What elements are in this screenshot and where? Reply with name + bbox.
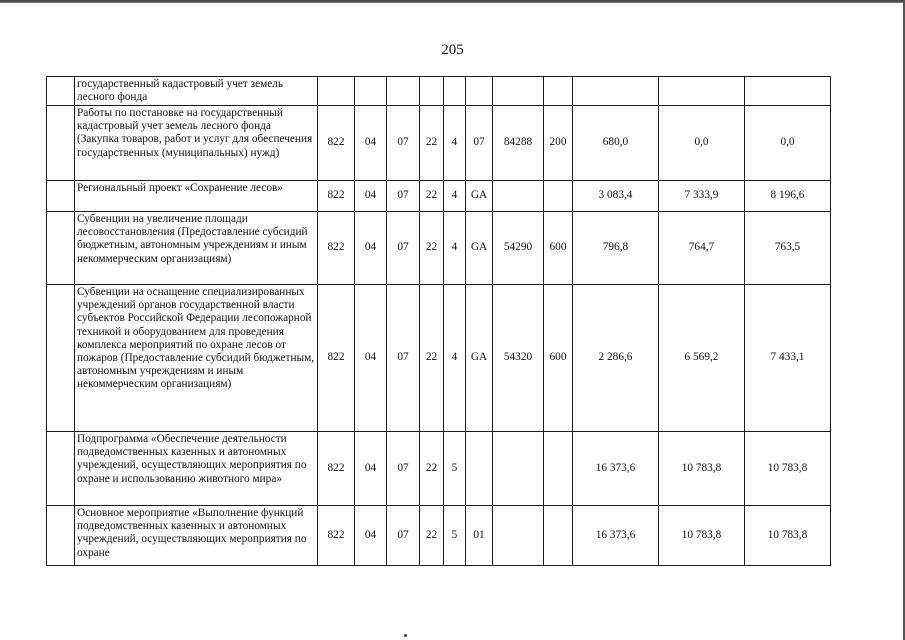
row-description: Подпрограмма «Обеспечение деятельности подведомственных казенных и автономных учреждений, осуществляющих мероприятия по охране и использованию животного мира» xyxy=(75,432,318,506)
razdel-cell: 04 xyxy=(355,181,387,212)
amount-year3-cell: 8 196,6 xyxy=(745,181,831,212)
program-code-cell: 22 xyxy=(420,106,444,181)
expense-type-cell xyxy=(544,77,573,106)
podrazdel-cell: 07 xyxy=(387,285,420,432)
amount-year2-cell: 10 783,8 xyxy=(659,432,745,506)
glava-cell: 822 xyxy=(318,212,355,285)
program-code-cell: 22 xyxy=(420,212,444,285)
blank-cell xyxy=(47,506,75,566)
blank-cell xyxy=(47,432,75,506)
row-description: Субвенции на оснащение специализированных учреждений органов государственной власти субъектов Российской Федерации лесопожарной техникой и оборудованием для проведения комплекса мероприятий по охране лесов от пожаров (Предоставление субсидий бюджетным, автономным учреждениям и иным некоммерческим организациям) xyxy=(75,285,318,432)
amount-year3-cell xyxy=(745,77,831,106)
amount-year1-cell: 16 373,6 xyxy=(573,432,659,506)
program-code-cell: 22 xyxy=(420,506,444,566)
glava-cell: 822 xyxy=(318,285,355,432)
glava-cell xyxy=(318,77,355,106)
razdel-cell: 04 xyxy=(355,506,387,566)
direction-code-cell: 54320 xyxy=(493,285,544,432)
blank-cell xyxy=(47,77,75,106)
subprogram-code-cell: 4 xyxy=(444,106,466,181)
event-code-cell: GA xyxy=(466,212,493,285)
podrazdel-cell xyxy=(387,77,420,106)
event-code-cell: GA xyxy=(466,285,493,432)
amount-year3-cell: 10 783,8 xyxy=(745,432,831,506)
row-description: государственный кадастровый учет земель лесного фонда xyxy=(75,77,318,106)
podrazdel-cell: 07 xyxy=(387,432,420,506)
row-description: Работы по постановке на государственный кадастровый учет земель лесного фонда (Закупка товаров, работ и услуг для обеспечения государственных (муниципальных) нужд) xyxy=(75,106,318,181)
amount-year2-cell: 7 333,9 xyxy=(659,181,745,212)
event-code-cell xyxy=(466,77,493,106)
table-row xyxy=(47,506,831,566)
table-row xyxy=(47,106,831,181)
event-code-cell xyxy=(466,432,493,506)
glava-cell: 822 xyxy=(318,506,355,566)
table-row xyxy=(47,77,831,106)
amount-year1-cell: 16 373,6 xyxy=(573,506,659,566)
direction-code-cell xyxy=(493,181,544,212)
amount-year3-cell: 7 433,1 xyxy=(745,285,831,432)
amount-year1-cell: 796,8 xyxy=(573,212,659,285)
program-code-cell: 22 xyxy=(420,181,444,212)
expense-type-cell: 600 xyxy=(544,285,573,432)
direction-code-cell xyxy=(493,506,544,566)
razdel-cell: 04 xyxy=(355,432,387,506)
amount-year1-cell xyxy=(573,77,659,106)
subprogram-code-cell: 4 xyxy=(444,212,466,285)
expense-type-cell: 200 xyxy=(544,106,573,181)
event-code-cell: GA xyxy=(466,181,493,212)
amount-year1-cell: 3 083,4 xyxy=(573,181,659,212)
program-code-cell: 22 xyxy=(420,285,444,432)
razdel-cell: 04 xyxy=(355,212,387,285)
subprogram-code-cell: 5 xyxy=(444,506,466,566)
amount-year3-cell: 10 783,8 xyxy=(745,506,831,566)
budget-table-body xyxy=(47,77,831,566)
amount-year1-cell: 2 286,6 xyxy=(573,285,659,432)
podrazdel-cell: 07 xyxy=(387,106,420,181)
expense-type-cell: 600 xyxy=(544,212,573,285)
expense-type-cell xyxy=(544,181,573,212)
direction-code-cell: 84288 xyxy=(493,106,544,181)
amount-year2-cell: 6 569,2 xyxy=(659,285,745,432)
amount-year2-cell: 10 783,8 xyxy=(659,506,745,566)
direction-code-cell xyxy=(493,432,544,506)
table-row xyxy=(47,212,831,285)
subprogram-code-cell: 5 xyxy=(444,432,466,506)
table-row xyxy=(47,285,831,432)
amount-year2-cell: 0,0 xyxy=(659,106,745,181)
direction-code-cell: 54290 xyxy=(493,212,544,285)
subprogram-code-cell: 4 xyxy=(444,285,466,432)
razdel-cell xyxy=(355,77,387,106)
podrazdel-cell: 07 xyxy=(387,506,420,566)
page-number: 205 xyxy=(441,42,464,58)
blank-cell xyxy=(47,285,75,432)
expense-type-cell xyxy=(544,506,573,566)
blank-cell xyxy=(47,181,75,212)
amount-year2-cell: 764,7 xyxy=(659,212,745,285)
amount-year3-cell: 763,5 xyxy=(745,212,831,285)
subprogram-code-cell: 4 xyxy=(444,181,466,212)
amount-year1-cell: 680,0 xyxy=(573,106,659,181)
event-code-cell: 01 xyxy=(466,506,493,566)
glava-cell: 822 xyxy=(318,432,355,506)
budget-table xyxy=(46,76,831,566)
razdel-cell: 04 xyxy=(355,106,387,181)
amount-year3-cell: 0,0 xyxy=(745,106,831,181)
row-description: Региональный проект «Сохранение лесов» xyxy=(75,181,318,212)
glava-cell: 822 xyxy=(318,106,355,181)
table-row xyxy=(47,181,831,212)
program-code-cell xyxy=(420,77,444,106)
glava-cell: 822 xyxy=(318,181,355,212)
blank-cell xyxy=(47,106,75,181)
row-description: Основное мероприятие «Выполнение функций подведомственных казенных и автономных учреждений, осуществляющих мероприятия по охране xyxy=(75,506,318,566)
program-code-cell: 22 xyxy=(420,432,444,506)
amount-year2-cell xyxy=(659,77,745,106)
blank-cell xyxy=(47,212,75,285)
event-code-cell: 07 xyxy=(466,106,493,181)
podrazdel-cell: 07 xyxy=(387,212,420,285)
razdel-cell: 04 xyxy=(355,285,387,432)
subprogram-code-cell xyxy=(444,77,466,106)
direction-code-cell xyxy=(493,77,544,106)
expense-type-cell xyxy=(544,432,573,506)
table-row xyxy=(47,432,831,506)
podrazdel-cell: 07 xyxy=(387,181,420,212)
scan-top-edge xyxy=(0,0,905,3)
scan-speck xyxy=(404,634,407,637)
row-description: Субвенции на увеличение площади лесовосстановления (Предоставление субсидий бюджетным, автономным учреждениям и иным некоммерческим организациям) xyxy=(75,212,318,285)
